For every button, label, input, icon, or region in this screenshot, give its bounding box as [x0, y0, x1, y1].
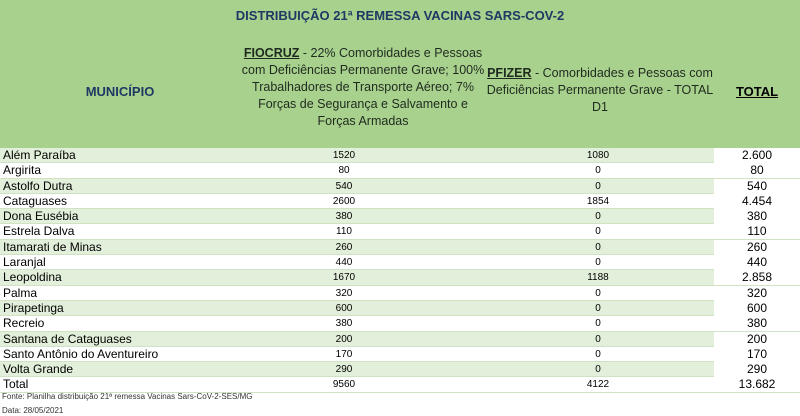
header-fiocruz [240, 45, 486, 130]
cell-municipio: Dona Eusébia [3, 209, 79, 224]
cell-total: 600 [714, 301, 800, 316]
cell-total: 440 [714, 255, 800, 270]
table-title: DISTRIBUIÇÃO 21ª REMESSA VACINAS SARS-COV-2 [0, 0, 800, 35]
cell-pfizer: 0 [595, 180, 601, 192]
header-pfizer [486, 65, 714, 116]
cell-fiocruz: 170 [335, 348, 353, 360]
table-row [0, 148, 800, 163]
table-row [0, 332, 800, 347]
table-row [0, 240, 800, 255]
cell-pfizer: 0 [595, 257, 601, 269]
cell-fiocruz: 1520 [332, 150, 356, 161]
cell-municipio: Santana de Cataguases [3, 331, 132, 346]
cell-municipio: Palma [3, 285, 38, 300]
cell-total: 80 [714, 163, 800, 178]
table-row [0, 286, 800, 301]
cell-fiocruz: 110 [336, 226, 352, 238]
cell-pfizer: 0 [595, 287, 601, 299]
table-body [0, 148, 800, 393]
table-row [0, 316, 800, 331]
cell-fiocruz: 600 [335, 302, 353, 314]
cell-total: 320 [714, 286, 800, 301]
cell-total: 380 [714, 209, 800, 224]
table-row [0, 347, 800, 362]
cell-municipio: Itamarati de Minas [3, 239, 102, 254]
cell-municipio: Cataguases [3, 193, 68, 208]
cell-total: 260 [714, 240, 800, 255]
cell-pfizer: 1188 [587, 272, 609, 284]
cell-fiocruz: 540 [335, 180, 353, 192]
cell-fiocruz: 2600 [332, 195, 356, 207]
cell-fiocruz: 380 [335, 318, 353, 330]
cell-municipio: Pirapetinga [3, 300, 64, 315]
cell-municipio: Argirita [3, 163, 42, 178]
cell-total: 540 [714, 179, 800, 194]
table-row [0, 194, 800, 209]
cell-pfizer: 0 [595, 165, 601, 177]
cell-municipio: Além Paraíba [3, 148, 76, 162]
cell-fiocruz: 380 [335, 211, 353, 223]
header-total: TOTAL [735, 84, 779, 99]
table-row [0, 270, 800, 285]
cell-municipio: Estrela Dalva [3, 224, 75, 239]
table-row [0, 163, 800, 178]
cell-total: 170 [714, 347, 800, 362]
cell-pfizer: 0 [595, 348, 601, 360]
cell-pfizer: 1080 [586, 150, 610, 161]
header-fiocruz-desc: - 22% Comorbidades e Pessoas com Deficiências Permanente Grave; 100% Trabalhadores de Transporte Aéreo; 7% Forças de Segurança e Salvamento e Forças Armadas [241, 46, 485, 128]
cell-pfizer: 0 [595, 241, 601, 253]
cell-pfizer: 0 [595, 333, 601, 345]
cell-fiocruz: 260 [335, 241, 353, 253]
cell-pfizer: 0 [595, 302, 601, 314]
cell-total: 200 [714, 332, 800, 347]
cell-total: 380 [714, 316, 800, 331]
cell-total: 2.858 [714, 270, 800, 285]
table-row [0, 224, 800, 239]
cell-fiocruz: 9560 [332, 379, 356, 391]
cell-total: 290 [714, 362, 800, 377]
table-row [0, 179, 800, 194]
cell-total: 110 [714, 224, 800, 239]
table-row [0, 255, 800, 270]
cell-pfizer: 4122 [586, 379, 610, 391]
header-municipio: MUNICÍPIO [85, 84, 155, 99]
cell-municipio: Recreio [3, 316, 45, 331]
cell-municipio: Laranjal [3, 255, 46, 270]
table-row [0, 301, 800, 316]
cell-total: 4.454 [714, 194, 800, 209]
cell-fiocruz: 320 [335, 287, 353, 299]
header-fiocruz-name: FIOCRUZ [243, 46, 300, 60]
footer-source: Fonte: Planilha distribuição 21ª remessa Vacinas Sars-CoV-2-SES/MG [2, 392, 253, 401]
footer-date: Data: 28/05/2021 [2, 406, 64, 415]
header-row [0, 35, 800, 148]
cell-municipio: Astolfo Dutra [3, 178, 73, 193]
table-row [0, 209, 800, 224]
cell-total: 2.600 [714, 148, 800, 163]
cell-municipio: Volta Grande [3, 362, 74, 377]
cell-fiocruz: 200 [335, 333, 353, 345]
cell-pfizer: 0 [595, 211, 601, 223]
cell-pfizer: 0 [595, 226, 601, 238]
cell-fiocruz: 80 [338, 165, 350, 177]
cell-fiocruz: 290 [335, 364, 353, 376]
cell-pfizer: 0 [595, 318, 601, 330]
cell-total: 13.682 [714, 377, 800, 392]
cell-municipio: Santo Antônio do Aventureiro [3, 346, 159, 361]
cell-fiocruz: 440 [335, 257, 353, 269]
cell-pfizer: 1854 [586, 195, 610, 207]
header-pfizer-desc: - Comorbidades e Pessoas com Deficiências Permanente Grave - TOTAL D1 [486, 66, 714, 114]
cell-municipio: Total [3, 377, 29, 392]
cell-municipio: Leopoldina [3, 270, 62, 285]
cell-fiocruz: 1670 [332, 272, 356, 284]
header-pfizer-name: PFIZER [487, 66, 532, 80]
table-row [0, 362, 800, 377]
cell-pfizer: 0 [595, 364, 601, 376]
